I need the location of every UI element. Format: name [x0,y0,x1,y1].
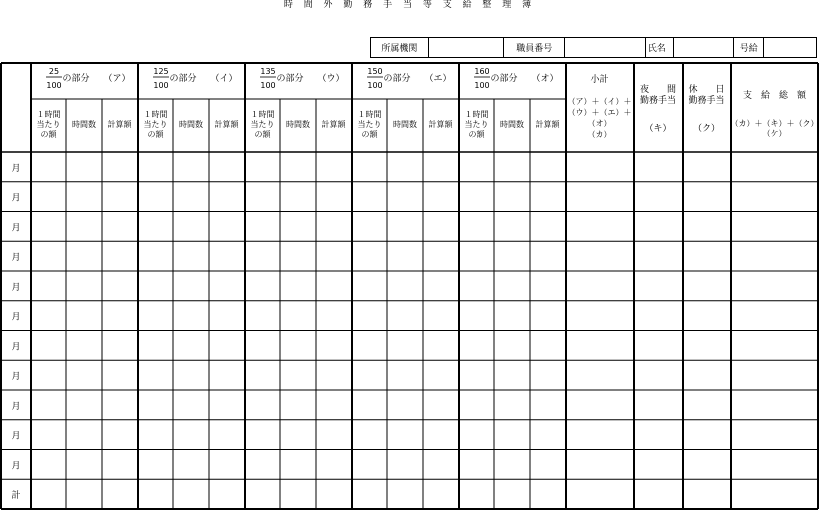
month-row-label: 月 [11,312,21,323]
hours-label: 時間数 [286,120,310,129]
fraction-denominator: 100 [474,81,490,90]
rate-per-hour-label: 当たり [464,120,489,129]
hours-label: 時間数 [393,120,417,129]
holiday-allowance-label: 休 日 [688,85,725,95]
name-label: 氏名 [646,38,674,57]
group-mark: （ウ） [317,74,345,84]
amount-label: 計算額 [321,120,346,129]
fraction-numerator: 135 [260,67,276,76]
rate-per-hour-label: １時間 [357,110,382,119]
group-suffix: の部分 [383,74,411,84]
holiday-allowance-label: 勤務手当 [688,96,725,106]
group-mark: （ア） [103,74,131,84]
month-row-label: 月 [11,223,21,234]
subtotal-formula: （オ） [587,119,612,128]
amount-label: 計算額 [535,120,560,129]
group-suffix: の部分 [169,74,197,84]
fraction-numerator: 25 [48,67,60,76]
grade-label: 号給 [734,38,764,57]
subtotal-formula: （カ） [587,130,612,139]
group-suffix: の部分 [490,74,518,84]
holiday-allowance-mark: （ク） [692,124,721,134]
rate-per-hour-label: の額 [361,130,378,139]
hours-label: 時間数 [72,120,96,129]
fraction-denominator: 100 [367,81,383,90]
night-allowance-mark: （キ） [644,124,672,134]
rate-per-hour-label: 当たり [250,120,275,129]
month-row-label: 月 [11,253,21,264]
rate-per-hour-label: の額 [468,130,485,139]
month-row-label: 月 [11,163,21,174]
subtotal-formula: （ウ）＋（エ）＋ [567,108,632,117]
subtotal-label: 小計 [590,75,609,85]
fraction-denominator: 100 [46,81,62,90]
month-row-label: 月 [11,401,21,412]
fraction-denominator: 100 [153,81,169,90]
night-allowance-label: 夜 間 [639,85,677,95]
rate-per-hour-label: １時間 [36,110,61,119]
fraction-numerator: 125 [153,67,169,76]
rate-per-hour-label: 当たり [143,120,168,129]
amount-label: 計算額 [214,120,239,129]
rate-per-hour-label: の額 [147,130,164,139]
month-row-label: 月 [11,193,21,204]
group-mark: （イ） [210,74,238,84]
fraction-numerator: 160 [474,67,490,76]
fraction-denominator: 100 [260,81,276,90]
group-suffix: の部分 [276,74,304,84]
month-row-label: 月 [11,372,21,383]
month-row-label: 月 [11,431,21,442]
month-row-label: 月 [11,282,21,293]
rate-per-hour-label: １時間 [464,110,489,119]
month-row-label: 月 [11,342,21,353]
total-label: 支 給 総 額 [742,91,807,101]
amount-label: 計算額 [107,120,132,129]
total-formula: （カ）＋（キ）＋（ク） [730,119,819,128]
group-mark: （オ） [531,74,559,84]
rate-per-hour-label: の額 [254,130,271,139]
hours-label: 時間数 [179,120,203,129]
night-allowance-label: 勤務手当 [639,96,677,106]
rate-per-hour-label: １時間 [250,110,275,119]
month-row-label: 月 [11,461,21,472]
total-mark: （ケ） [762,129,787,138]
rate-per-hour-label: 当たり [36,120,61,129]
staff-number-label: 職員番号 [504,38,565,57]
group-suffix: の部分 [62,74,90,84]
rate-per-hour-label: １時間 [143,110,168,119]
affiliation-label: 所属機関 [371,38,429,57]
rate-per-hour-label: の額 [40,130,57,139]
fraction-numerator: 150 [367,67,383,76]
rate-per-hour-label: 当たり [357,120,382,129]
total-row-label: 計 [11,491,21,502]
document-title: 時 間 外 勤 務 手 当 等 支 給 整 理 簿 [283,0,536,10]
subtotal-formula: （ア）＋（イ）＋ [567,97,632,106]
amount-label: 計算額 [428,120,453,129]
group-mark: （エ） [424,74,452,84]
hours-label: 時間数 [500,120,524,129]
